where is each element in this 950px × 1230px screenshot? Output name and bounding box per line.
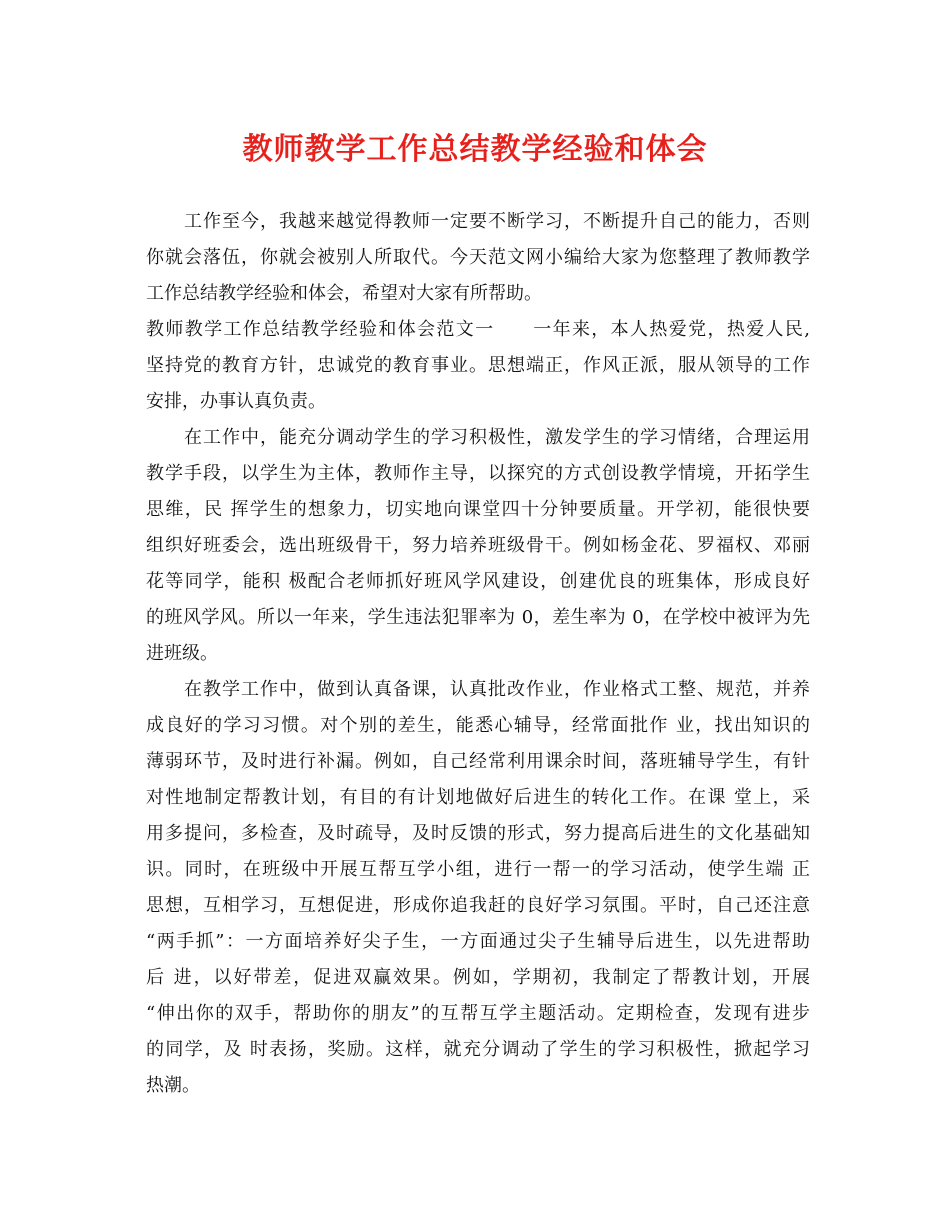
text-line: 后 进，以好带差，促进双赢效果。例如，学期初，我制定了帮教计划，开展: [146, 967, 810, 988]
text-line: 薄弱环节，及时进行补漏。例如，自己经常利用课余时间，落班辅导学生，有针: [146, 751, 810, 772]
text-line: 对性地制定帮教计划，有目的有计划地做好后进生的转化工作。在课 堂上，采: [146, 787, 810, 808]
text-line: 思想，互相学习，互想促进，形成你追我赶的良好学习氛围。平时，自己还注意: [146, 895, 810, 916]
document-body: [146, 204, 810, 1104]
text-line: 进班级。: [146, 643, 218, 664]
text-line: “伸出你的双手，帮助你的朋友”的互帮互学主题活动。定期检查，发现有进步: [146, 1003, 810, 1024]
text-line: 花等同学，能积 极配合老师抓好班风学风建设，创建优良的班集体，形成良好: [146, 571, 810, 592]
text-line: 的同学，及 时表扬，奖励。这样，就充分调动了学生的学习积极性，掀起学习: [146, 1039, 810, 1060]
text-line: 坚持党的教育方针，忠诚党的教育事业。思想端正，作风正派，服从领导的工作: [146, 355, 810, 376]
text-line: 热潮。: [146, 1075, 200, 1096]
text-line: “两手抓”：一方面培养好尖子生，一方面通过尖子生辅导后进生，以先进帮助: [146, 931, 810, 952]
text-line: 教学手段，以学生为主体，教师作主导，以探究的方式创设教学情境，开拓学生: [146, 463, 810, 484]
text-line: 用多提问，多检查，及时疏导，及时反馈的形式，努力提高后进生的文化基础知: [146, 823, 810, 844]
text-line: 思维，民 挥学生的想象力，切实地向课堂四十分钟要质量。开学初，能很快要: [146, 499, 810, 520]
text-line: 在工作中，能充分调动学生的学习积极性，激发学生的学习情绪，合理运用: [184, 427, 810, 448]
document-title: 教师教学工作总结教学经验和体会: [242, 132, 708, 167]
text-line: 你就会落伍，你就会被别人所取代。今天范文网小编给大家为您整理了教师教学: [146, 247, 810, 268]
text-line: 教师教学工作总结教学经验和体会范文一 一年来，本人热爱党，热爱人民,: [146, 319, 810, 340]
text-line: 组织好班委会，选出班级骨干，努力培养班级骨干。例如杨金花、罗福权、邓丽: [146, 535, 810, 556]
text-line: 识。同时，在班级中开展互帮互学小组，进行一帮一的学习活动，使学生端 正: [146, 859, 810, 880]
text-line: 成良好的学习习惯。对个别的差生，能悉心辅导，经常面批作 业，找出知识的: [146, 715, 810, 736]
text-line: 在教学工作中，做到认真备课，认真批改作业，作业格式工整、规范，并养: [184, 679, 810, 700]
text-line: 工作至今，我越来越觉得教师一定要不断学习，不断提升自己的能力，否则: [184, 211, 810, 232]
text-line: 的班风学风。所以一年来，学生违法犯罪率为 0，差生率为 0，在学校中被评为先: [146, 607, 810, 628]
text-line: 安排，办事认真负责。: [146, 391, 326, 412]
text-line: 工作总结教学经验和体会，希望对大家有所帮助。: [146, 283, 542, 304]
